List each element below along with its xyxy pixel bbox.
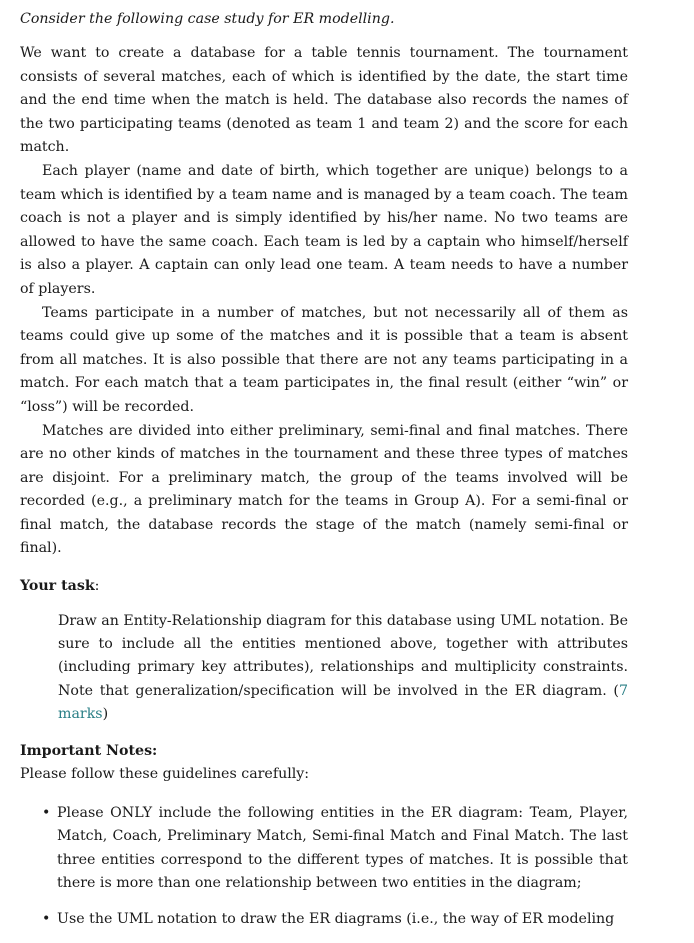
task-heading: Your task <box>20 578 95 595</box>
notes-heading: Important Notes: <box>20 743 158 760</box>
task-body <box>58 610 628 726</box>
note-text-2: Use the UML notation to draw the ER diagrams (i.e., the way of ER modeling <box>57 910 615 927</box>
task-heading-line <box>20 575 628 598</box>
list-item <box>20 802 628 896</box>
task-marks: 7 marks <box>58 682 628 722</box>
task-body-close: ) <box>102 705 109 722</box>
task-body-text: Draw an Entity-Relationship diagram for this database using UML notation. Be sure to include all the entities mentioned above, together with attributes (including primary key attributes), relationships and multiplicity constraints. Note that generalization/specification will be involved in the ER diagram. ( <box>58 613 628 699</box>
case-study <box>20 42 628 561</box>
list-item <box>20 908 628 931</box>
case-paragraph-1: We want to create a database for a table tennis tournament. The tournament consists of several matches, each of which is identified by the date, the start time and the end time when the match is held. The database also records the names of the two participating teams (denoted as team 1 and team 2) and the score for each match. <box>20 45 628 156</box>
intro-text: Consider the following case study for ER modelling. <box>20 11 395 27</box>
case-paragraph-4: Matches are divided into either preliminary, semi-final and final matches. There are no other kinds of matches in the tournament and these three types of matches are disjoint. For a preliminary match, the group of the teams involved will be recorded (e.g., a preliminary match for the teams in Group A). For a semi-final or final match, the database records the stage of the match (namely semi-final or final). <box>20 422 628 557</box>
notes-subheading: Please follow these guidelines carefully: <box>20 766 310 783</box>
bullet-icon: • <box>42 805 51 822</box>
bullet-icon: • <box>42 910 51 927</box>
document-page <box>20 8 628 943</box>
note-text-1: Please ONLY include the following entities in the ER diagram: Team, Player, Match, Coach, Preliminary Match, Semi-final Match and Final Match. The last three entities correspond to the different types of matches. It is possible that there is more than one relationship between two entities in the diagram; <box>57 805 628 892</box>
case-paragraph-3: Teams participate in a number of matches, but not necessarily all of them as teams could give up some of the matches and it is possible that a team is absent from all matches. It is also possible that there are not any teams participating in a match. For each match that a team participates in, the final result (either “win” or “loss”) will be recorded. <box>20 304 628 415</box>
case-paragraph-2: Each player (name and date of birth, which together are unique) belongs to a team which is identified by a team name and is managed by a team coach. The team coach is not a player and is simply identified by his/her name. No two teams are allowed to have the same coach. Each team is led by a captain who himself/herself is also a player. A captain can only lead one team. A team needs to have a number of players. <box>20 162 628 297</box>
task-heading-colon: : <box>94 578 100 595</box>
notes-list <box>20 802 628 931</box>
